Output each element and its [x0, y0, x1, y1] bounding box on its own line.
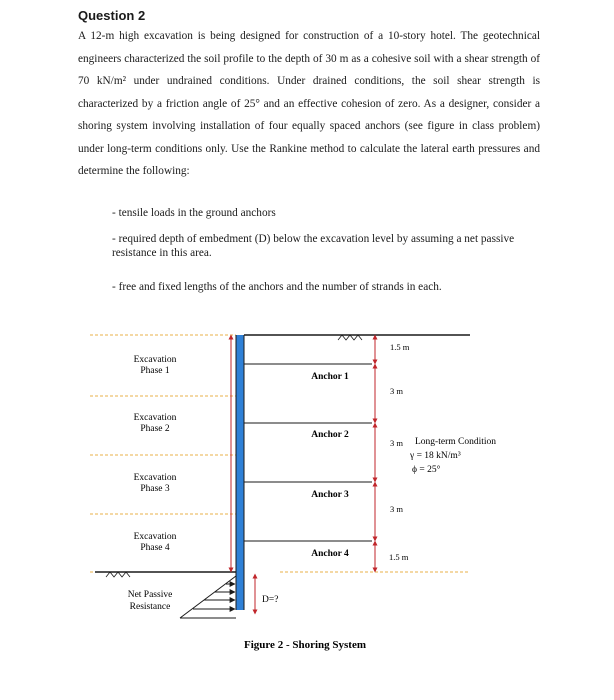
passive-triangle-hypotenuse [180, 576, 236, 618]
phase-4-sublabel: Phase 4 [140, 543, 170, 553]
phase-1-sublabel: Phase 1 [140, 366, 170, 376]
figure-caption: Figure 2 - Shoring System [243, 639, 367, 651]
question-paragraph: A 12-m high excavation is being designed for construction of a 10-story hotel. The geotechnical engineers characterized the soil profile to the depth of 30 m as a cohesive soil with a shear strength of 70 kN/m² under undrained conditions. Under drained conditions, the soil shear strength is characterized by a friction angle of 25° and an effective cohesion of zero. As a designer, consider a shoring system involving installation of four equally spaced anchors (see figure in class problem) under long-term conditions only. Use the Rankine method to calculate the lateral earth pressures and determine the following: [78, 30, 540, 177]
passive-resistance-diagram [180, 576, 236, 618]
bullet-anchor-lengths: - free and fixed lengths of the anchors and the number of strands in each. [112, 281, 442, 293]
phase-3-sublabel: Phase 3 [140, 484, 170, 494]
condition-phi: ϕ = 25° [412, 465, 441, 475]
phase-3-label: Excavation [133, 473, 177, 483]
anchors [244, 364, 372, 541]
condition-gamma: γ = 18 kN/m³ [410, 451, 461, 461]
shoring-wall [236, 335, 244, 610]
embedment-label: D=? [262, 595, 279, 605]
phase-4-label: Excavation [133, 532, 177, 542]
phase-1-label: Excavation [133, 355, 177, 365]
phase-2-sublabel: Phase 2 [140, 424, 170, 434]
dim-label-3: 3 m [390, 438, 403, 448]
phase-2-label: Excavation [133, 413, 177, 423]
dim-label-1: 1.5 m [390, 342, 410, 352]
anchor-1-label: Anchor 1 [311, 372, 349, 382]
dim-label-2: 3 m [390, 386, 403, 396]
dim-label-4: 3 m [390, 504, 403, 514]
bullet-embedment-depth: - required depth of embedment (D) below the excavation level by assuming a net passive resistance in this area. [112, 233, 515, 259]
passive-label: Net Passive [127, 590, 173, 600]
anchor-4-label: Anchor 4 [311, 549, 349, 559]
dim-label-5: 1.5 m [389, 552, 409, 562]
condition-title: Long-term Condition [415, 437, 497, 447]
question-title: Question 2 [78, 8, 146, 23]
bullet-anchor-loads: - tensile loads in the ground anchors [112, 207, 276, 219]
passive-sublabel: Resistance [129, 602, 171, 612]
anchor-3-label: Anchor 3 [311, 490, 349, 500]
anchor-2-label: Anchor 2 [311, 430, 349, 440]
